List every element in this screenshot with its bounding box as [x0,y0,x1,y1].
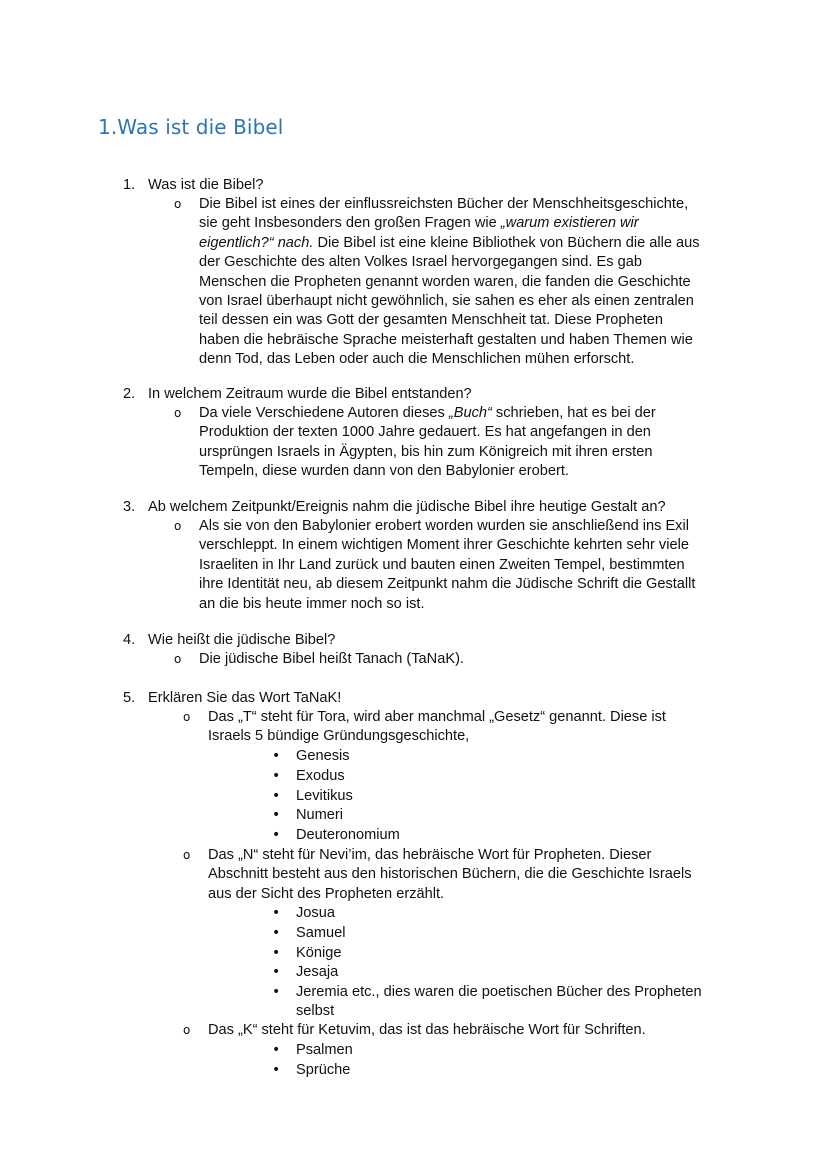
question-text: Wie heißt die jüdische Bibel? [148,632,336,648]
page-title: 1.Was ist die Bibel [98,115,284,139]
question-text: Erklären Sie das Wort TaNaK! [148,690,342,706]
book-item: Josua [296,905,335,921]
bullet-icon: • [272,1042,281,1058]
answer-paragraph: Das „K“ steht für Ketuvim, das ist das hebräische Wort für Schriften. [208,1022,646,1038]
answer-paragraph: Das „N“ steht für Nevi’im, das hebräische Wort für Propheten. Dieser Abschnitt besteht aus den historischen Büchern, die die Geschichte Israels aus der Sicht des Propheten erzählt. [208,847,692,902]
bullet-icon: • [272,827,281,843]
book-item: Sprüche [296,1062,351,1078]
question-number: 5. [123,690,136,706]
book-item: Genesis [296,748,350,764]
circle-bullet-icon: o [183,1023,191,1037]
book-item: Jesaja [296,964,339,980]
question-text: In welchem Zeitraum wurde die Bibel entstanden? [148,386,472,402]
question-number: 1. [123,177,136,193]
question-text: Ab welchem Zeitpunkt/Ereignis nahm die jüdische Bibel ihre heutige Gestalt an? [148,499,666,515]
answer-paragraph: Da viele Verschiedene Autoren dieses „Buch“ schrieben, hat es bei der Produktion der texten 1000 Jahre gedauert. Es hat angefangen in den ursprüngen Israels in Ägypten, bis hin zum Königreich mit ihren ersten Tempeln, diese wurden dann von den Babylonier erobert. [199,405,656,480]
bullet-icon: • [272,807,281,823]
bullet-icon: • [272,748,281,764]
bullet-icon: • [272,788,281,804]
book-item: Jeremia etc., dies waren die poetischen Bücher des Propheten selbst [296,984,702,1020]
answer-paragraph: Als sie von den Babylonier erobert worden wurden sie anschließend ins Exil verschleppt. In einem wichtigen Moment ihrer Geschichte kehrten sehr viele Israeliten in Ihr Land zurück und bauten einen Zweiten Tempel, bestimmten ihre Identität neu, ab diesem Zeitpunkt nahm die Jüdische Schrift die Gestallt an die bis heute immer noch so ist. [199,518,696,612]
question-number: 4. [123,632,136,648]
bullet-icon: • [272,768,281,784]
bullet-icon: • [272,984,281,1000]
book-item: Exodus [296,768,345,784]
book-item: Deuteronomium [296,827,400,843]
circle-bullet-icon: o [183,710,191,724]
book-item: Samuel [296,925,346,941]
question-number: 2. [123,386,136,402]
circle-bullet-icon: o [174,519,182,533]
circle-bullet-icon: o [174,652,182,666]
circle-bullet-icon: o [183,848,191,862]
answer-paragraph: Die Bibel ist eines der einflussreichsten Bücher der Menschheitsgeschichte, sie geht Insbesonders den großen Fragen wie „warum existieren wir eigentlich?“ nach. Die Bibel ist eine kleine Bibliothek von Büchern die alle aus der Geschichte des alten Volkes Israel hervorgegangen sind. Es gab Menschen die Propheten genannt worden waren, die fanden die Geschichte von Israel überhaupt nicht gewöhnlich, sie sahen es eher als einen zentralen teil dessen ein was Gott der gesamten Menschheit tat. Diese Propheten haben die hebräische Sprache meisterhaft gestalten und haben Themen wie denn Tod, das Leben oder auch die Menschlichen mühen erforscht. [199,196,700,368]
book-item: Numeri [296,807,344,823]
bullet-icon: • [272,964,281,980]
question-number: 3. [123,499,136,515]
bullet-icon: • [272,925,281,941]
bullet-icon: • [272,945,281,961]
circle-bullet-icon: o [174,197,182,211]
book-item: Levitikus [296,788,353,804]
bullet-icon: • [272,905,281,921]
book-item: Könige [296,945,342,961]
answer-paragraph: Die jüdische Bibel heißt Tanach (TaNaK). [199,651,464,667]
bullet-icon: • [272,1062,281,1078]
book-item: Psalmen [296,1042,353,1058]
circle-bullet-icon: o [174,406,182,420]
question-text: Was ist die Bibel? [148,177,264,193]
answer-paragraph: Das „T“ steht für Tora, wird aber manchmal „Gesetz“ genannt. Diese ist Israels 5 bündige Gründungsgeschichte, [208,709,666,745]
